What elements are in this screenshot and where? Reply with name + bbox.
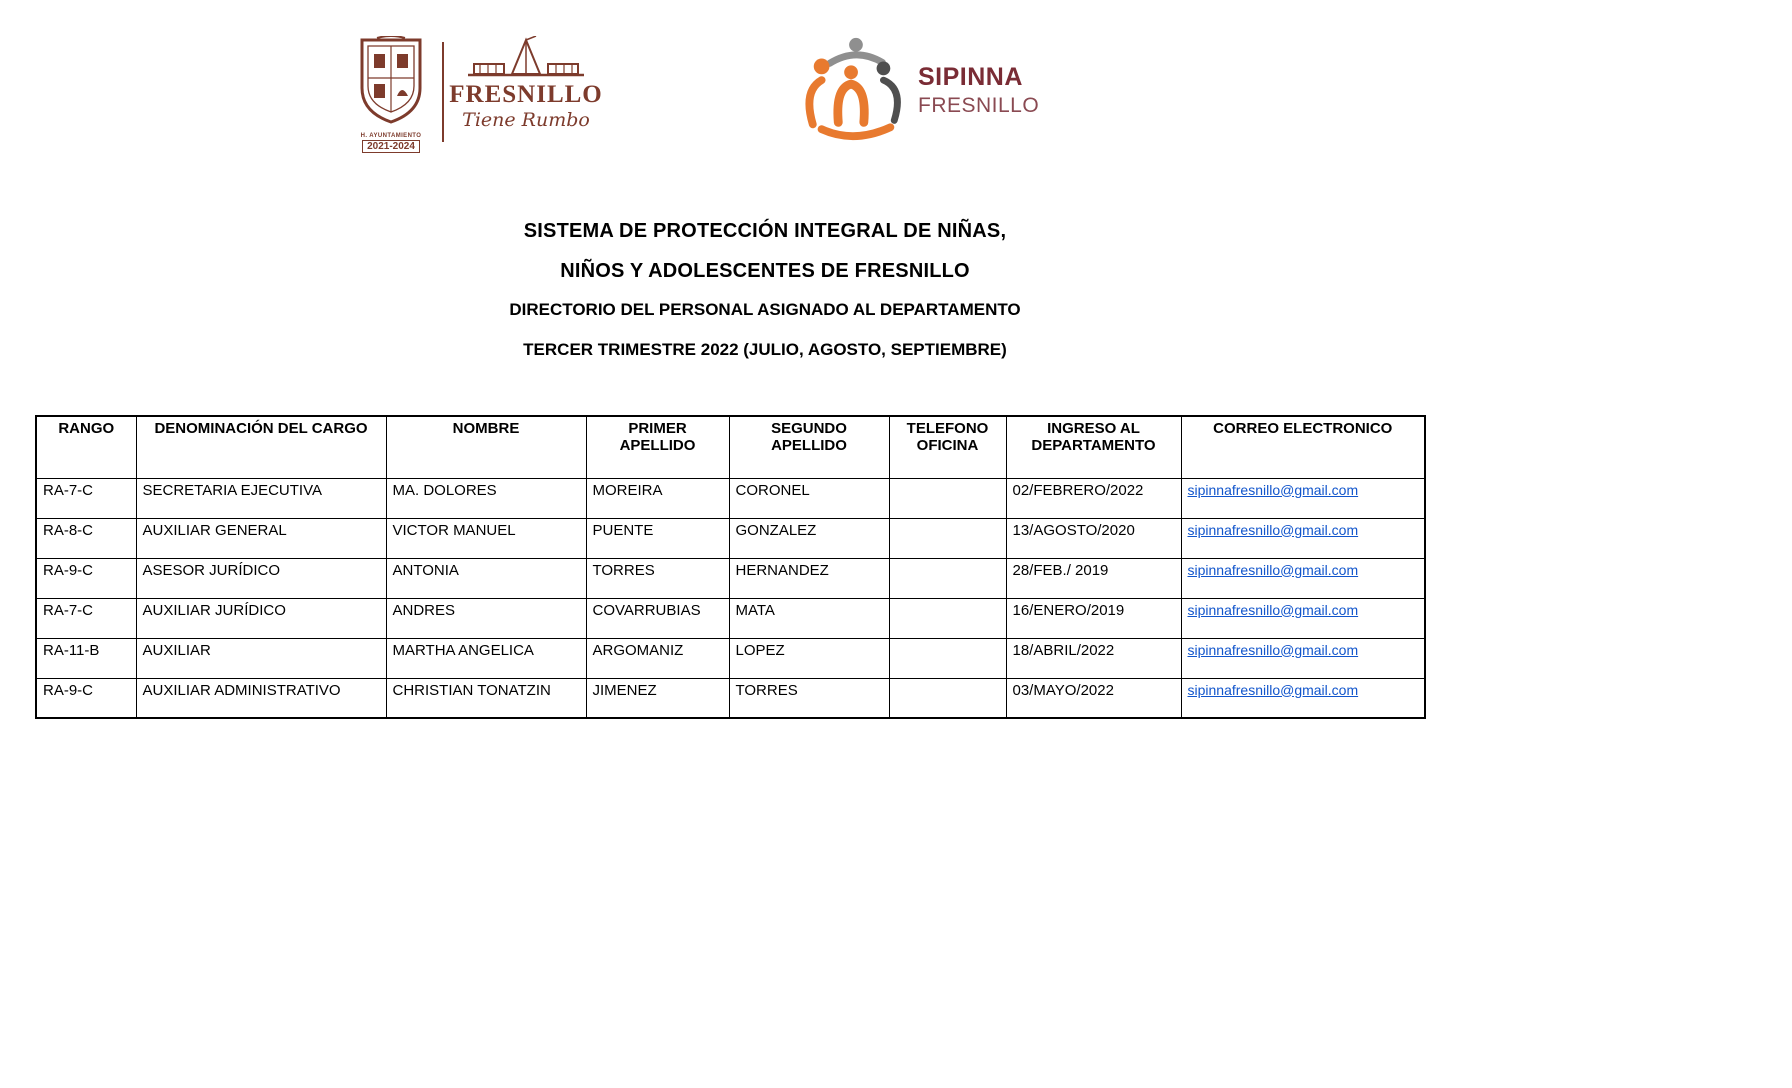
cell-segundo-apellido: GONZALEZ [729, 518, 889, 558]
cell-rango: RA-9-C [36, 558, 136, 598]
column-header-cargo: DENOMINACIÓN DEL CARGO [136, 416, 386, 478]
table-row [36, 598, 1425, 638]
cell-segundo-apellido: TORRES [729, 678, 889, 718]
cell-telefono [889, 478, 1006, 518]
cell-segundo-apellido: CORONEL [729, 478, 889, 518]
email-link[interactable]: sipinnafresnillo@gmail.com [1187, 521, 1359, 538]
cell-nombre: ANTONIA [386, 558, 586, 598]
column-header-rango: RANGO [36, 416, 136, 478]
cell-rango: RA-11-B [36, 638, 136, 678]
cell-ingreso: 03/MAYO/2022 [1006, 678, 1181, 718]
email-link[interactable]: sipinnafresnillo@gmail.com [1187, 641, 1359, 658]
cell-correo [1181, 598, 1425, 638]
cell-rango: RA-7-C [36, 478, 136, 518]
cell-cargo: AUXILIAR JURÍDICO [136, 598, 386, 638]
fresnillo-wordmark: FRESNILLO [449, 81, 603, 108]
column-header-correo: CORREO ELECTRONICO [1181, 416, 1425, 478]
cell-correo [1181, 678, 1425, 718]
cell-primer-apellido: JIMENEZ [586, 678, 729, 718]
directory-table [35, 415, 1426, 719]
cell-telefono [889, 598, 1006, 638]
cell-segundo-apellido: LOPEZ [729, 638, 889, 678]
title-line-3: DIRECTORIO DEL PERSONAL ASIGNADO AL DEPARTAMENTO [509, 300, 1021, 319]
title-line-4: TERCER TRIMESTRE 2022 (JULIO, AGOSTO, SEPTIEMBRE) [523, 340, 1007, 359]
cell-correo [1181, 638, 1425, 678]
sipinna-name: SIPINNA [918, 63, 1023, 91]
cell-ingreso: 02/FEBRERO/2022 [1006, 478, 1181, 518]
cell-nombre: ANDRES [386, 598, 586, 638]
cell-cargo: AUXILIAR [136, 638, 386, 678]
cell-telefono [889, 558, 1006, 598]
logo-divider [442, 42, 444, 142]
cell-cargo: ASESOR JURÍDICO [136, 558, 386, 598]
email-link[interactable]: sipinnafresnillo@gmail.com [1187, 481, 1359, 498]
cell-telefono [889, 678, 1006, 718]
cell-nombre: MA. DOLORES [386, 478, 586, 518]
title-line-2: NIÑOS Y ADOLESCENTES DE FRESNILLO [560, 260, 970, 282]
cell-nombre: CHRISTIAN TONATZIN [386, 678, 586, 718]
column-header-nombre: NOMBRE [386, 416, 586, 478]
cell-primer-apellido: TORRES [586, 558, 729, 598]
cell-correo [1181, 558, 1425, 598]
cell-correo [1181, 518, 1425, 558]
cell-segundo-apellido: HERNANDEZ [729, 558, 889, 598]
cell-telefono [889, 638, 1006, 678]
cell-rango: RA-7-C [36, 598, 136, 638]
cell-cargo: AUXILIAR GENERAL [136, 518, 386, 558]
table-row [36, 678, 1425, 718]
crest-caption: H. AYUNTAMIENTO [360, 133, 422, 139]
title-line-1: SISTEMA DE PROTECCIÓN INTEGRAL DE NIÑAS, [523, 220, 1007, 242]
crest-years: 2021-2024 [362, 140, 420, 153]
email-link[interactable]: sipinnafresnillo@gmail.com [1187, 561, 1359, 578]
sipinna-people-circle-icon [800, 34, 908, 147]
table-header-row [36, 416, 1425, 478]
table-row [36, 478, 1425, 518]
document-titles [0, 220, 1530, 380]
cell-primer-apellido: ARGOMANIZ [586, 638, 729, 678]
cell-ingreso: 13/AGOSTO/2020 [1006, 518, 1181, 558]
cell-ingreso: 16/ENERO/2019 [1006, 598, 1181, 638]
sipinna-logo [800, 34, 1039, 147]
email-link[interactable]: sipinnafresnillo@gmail.com [1187, 681, 1359, 698]
directory-table-wrap [35, 415, 1426, 719]
table-body [36, 478, 1425, 718]
cell-correo [1181, 478, 1425, 518]
table-row [36, 638, 1425, 678]
cell-nombre: MARTHA ANGELICA [386, 638, 586, 678]
cell-primer-apellido: PUENTE [586, 518, 729, 558]
column-header-telefono: TELEFONO OFICINA [889, 416, 1006, 478]
cell-rango: RA-8-C [36, 518, 136, 558]
column-header-primer-apellido: PRIMER APELLIDO [586, 416, 729, 478]
cell-rango: RA-9-C [36, 678, 136, 718]
cell-primer-apellido: MOREIRA [586, 478, 729, 518]
column-header-ingreso: INGRESO AL DEPARTAMENTO [1006, 416, 1181, 478]
sipinna-subname: FRESNILLO [918, 94, 1040, 117]
fresnillo-tagline: Tiene Rumbo [462, 109, 590, 131]
fresnillo-crest [352, 36, 430, 153]
cell-segundo-apellido: MATA [729, 598, 889, 638]
mine-headframe-icon [466, 36, 586, 83]
cell-nombre: VICTOR MANUEL [386, 518, 586, 558]
cell-primer-apellido: COVARRUBIAS [586, 598, 729, 638]
table-row [36, 558, 1425, 598]
email-link[interactable]: sipinnafresnillo@gmail.com [1187, 601, 1359, 618]
cell-ingreso: 18/ABRIL/2022 [1006, 638, 1181, 678]
fresnillo-logo [352, 36, 603, 171]
cell-ingreso: 28/FEB./ 2019 [1006, 558, 1181, 598]
column-header-segundo-apellido: SEGUNDO APELLIDO [729, 416, 889, 478]
crest-icon [357, 36, 425, 131]
table-row [36, 518, 1425, 558]
cell-telefono [889, 518, 1006, 558]
cell-cargo: SECRETARIA EJECUTIVA [136, 478, 386, 518]
cell-cargo: AUXILIAR ADMINISTRATIVO [136, 678, 386, 718]
